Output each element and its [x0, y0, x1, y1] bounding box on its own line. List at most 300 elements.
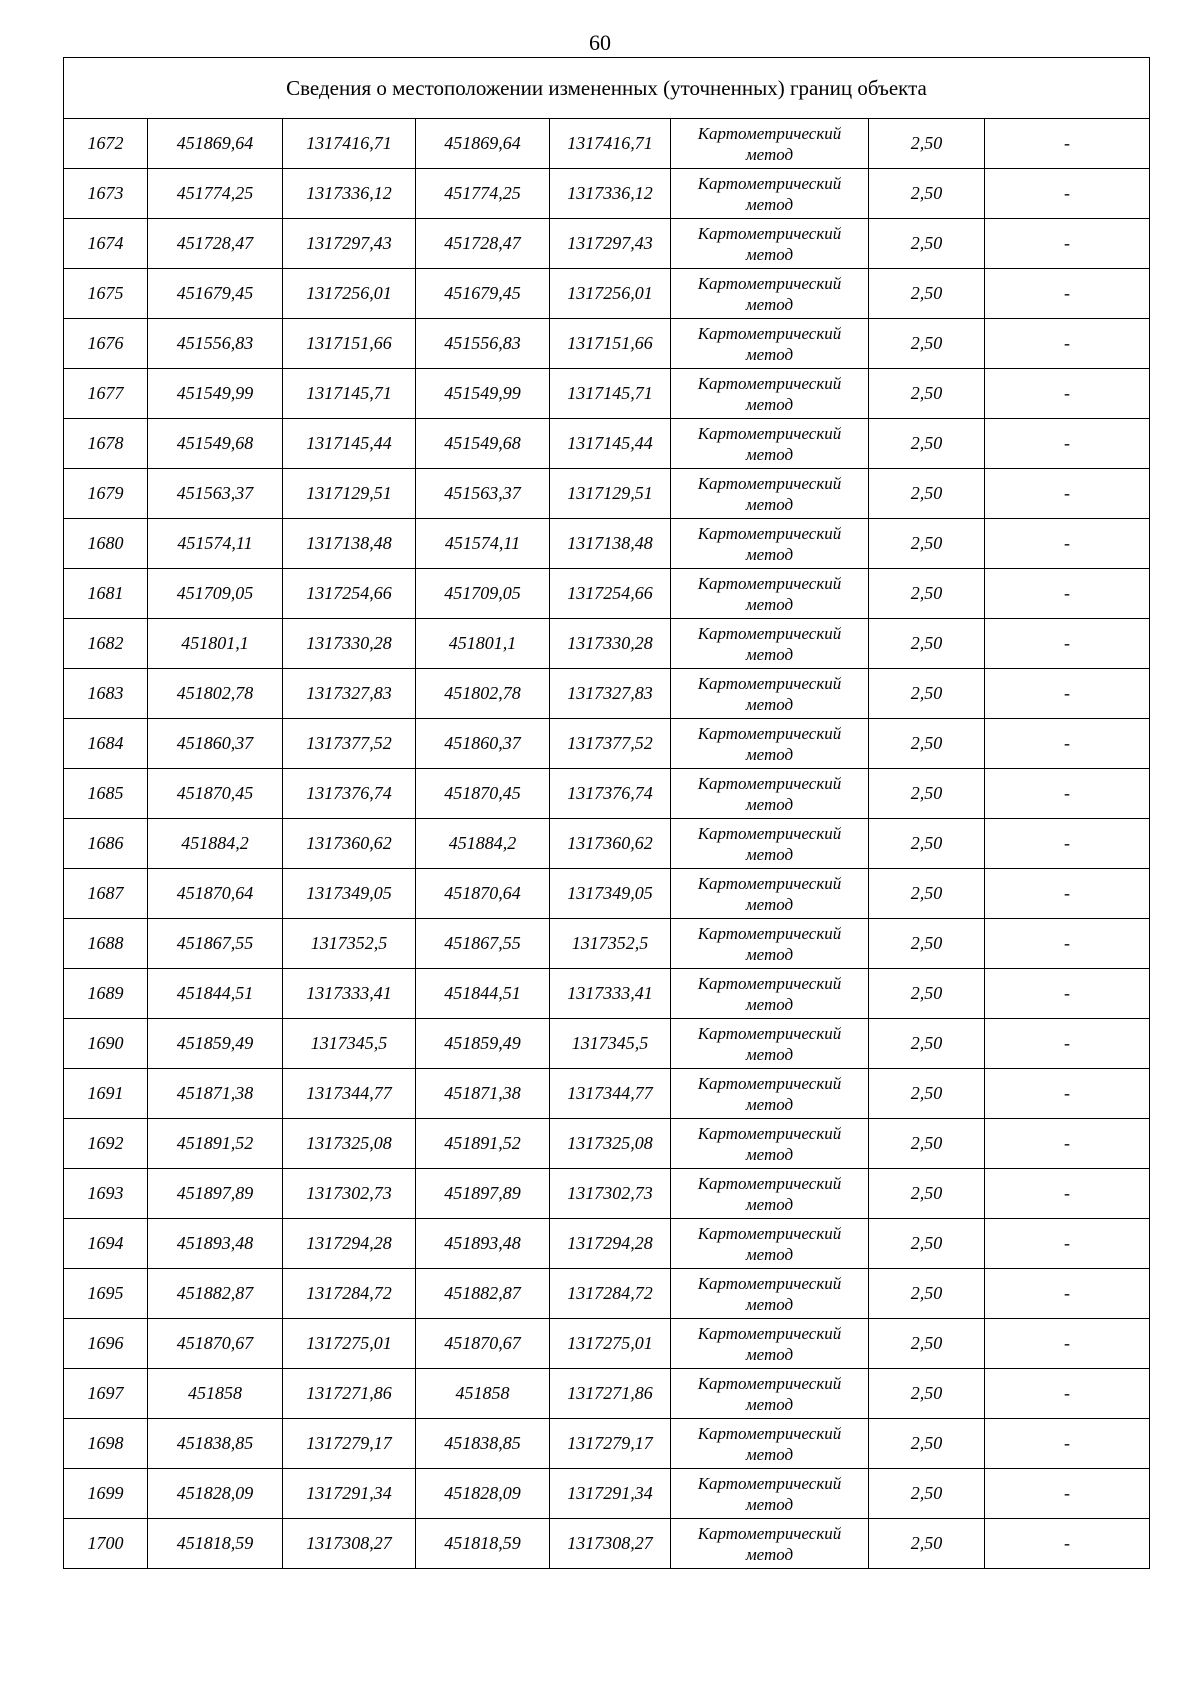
table-row	[64, 769, 1150, 819]
y-old-cell: 1317138,48	[283, 519, 416, 569]
method-line-2: метод	[745, 694, 794, 714]
accuracy-cell: 2,50	[869, 869, 985, 919]
x-old-cell: 451549,99	[148, 369, 283, 419]
y-new-cell: 1317327,83	[550, 669, 671, 719]
table-row	[64, 169, 1150, 219]
y-new-cell: 1317279,17	[550, 1419, 671, 1469]
x-new-cell: 451679,45	[416, 269, 550, 319]
description-cell: -	[985, 119, 1150, 169]
x-old-cell: 451882,87	[148, 1269, 283, 1319]
x-new-cell: 451774,25	[416, 169, 550, 219]
description-cell: -	[985, 219, 1150, 269]
x-new-cell: 451844,51	[416, 969, 550, 1019]
y-old-cell: 1317271,86	[283, 1369, 416, 1419]
accuracy-cell: 2,50	[869, 319, 985, 369]
method-line-1: Картометрический	[697, 773, 842, 793]
method-line-2: метод	[745, 1394, 794, 1414]
point-number-cell: 1684	[64, 719, 148, 769]
method-cell	[671, 919, 869, 969]
y-old-cell: 1317129,51	[283, 469, 416, 519]
x-old-cell: 451709,05	[148, 569, 283, 619]
method-cell	[671, 1169, 869, 1219]
method-line-1: Картометрический	[697, 1373, 842, 1393]
method-line-2: метод	[745, 1544, 794, 1564]
table-row	[64, 969, 1150, 1019]
y-old-cell: 1317291,34	[283, 1469, 416, 1519]
point-number-cell: 1673	[64, 169, 148, 219]
accuracy-cell: 2,50	[869, 419, 985, 469]
method-cell	[671, 1319, 869, 1369]
method-line-1: Картометрический	[697, 473, 842, 493]
accuracy-cell: 2,50	[869, 1019, 985, 1069]
method-cell	[671, 269, 869, 319]
point-number-cell: 1686	[64, 819, 148, 869]
y-old-cell: 1317327,83	[283, 669, 416, 719]
x-new-cell: 451802,78	[416, 669, 550, 719]
x-new-cell: 451893,48	[416, 1219, 550, 1269]
method-cell	[671, 1269, 869, 1319]
accuracy-cell: 2,50	[869, 1269, 985, 1319]
x-new-cell: 451838,85	[416, 1419, 550, 1469]
method-cell	[671, 1369, 869, 1419]
method-line-2: метод	[745, 944, 794, 964]
y-old-cell: 1317297,43	[283, 219, 416, 269]
y-old-cell: 1317376,74	[283, 769, 416, 819]
accuracy-cell: 2,50	[869, 469, 985, 519]
y-old-cell: 1317294,28	[283, 1219, 416, 1269]
x-old-cell: 451870,45	[148, 769, 283, 819]
x-old-cell: 451869,64	[148, 119, 283, 169]
method-line-1: Картометрический	[697, 323, 842, 343]
y-old-cell: 1317325,08	[283, 1119, 416, 1169]
point-number-cell: 1680	[64, 519, 148, 569]
method-line-2: метод	[745, 194, 794, 214]
table-row	[64, 569, 1150, 619]
method-line-1: Картометрический	[697, 1023, 842, 1043]
y-old-cell: 1317145,44	[283, 419, 416, 469]
method-line-1: Картометрический	[697, 673, 842, 693]
description-cell: -	[985, 1119, 1150, 1169]
y-new-cell: 1317345,5	[550, 1019, 671, 1069]
method-cell	[671, 1069, 869, 1119]
y-old-cell: 1317330,28	[283, 619, 416, 669]
y-new-cell: 1317376,74	[550, 769, 671, 819]
method-cell	[671, 719, 869, 769]
accuracy-cell: 2,50	[869, 1119, 985, 1169]
y-old-cell: 1317145,71	[283, 369, 416, 419]
x-new-cell: 451801,1	[416, 619, 550, 669]
x-new-cell: 451549,68	[416, 419, 550, 469]
table-row	[64, 419, 1150, 469]
x-new-cell: 451884,2	[416, 819, 550, 869]
method-cell	[671, 1519, 869, 1569]
description-cell: -	[985, 1369, 1150, 1419]
y-new-cell: 1317325,08	[550, 1119, 671, 1169]
y-new-cell: 1317294,28	[550, 1219, 671, 1269]
method-cell	[671, 319, 869, 369]
x-old-cell: 451867,55	[148, 919, 283, 969]
table-row	[64, 619, 1150, 669]
method-cell	[671, 669, 869, 719]
description-cell: -	[985, 1019, 1150, 1069]
method-cell	[671, 419, 869, 469]
point-number-cell: 1693	[64, 1169, 148, 1219]
accuracy-cell: 2,50	[869, 1169, 985, 1219]
method-cell	[671, 369, 869, 419]
table-row	[64, 1369, 1150, 1419]
table-row	[64, 819, 1150, 869]
accuracy-cell: 2,50	[869, 219, 985, 269]
method-cell	[671, 1119, 869, 1169]
description-cell: -	[985, 269, 1150, 319]
description-cell: -	[985, 1419, 1150, 1469]
x-new-cell: 451860,37	[416, 719, 550, 769]
accuracy-cell: 2,50	[869, 169, 985, 219]
y-new-cell: 1317275,01	[550, 1319, 671, 1369]
point-number-cell: 1683	[64, 669, 148, 719]
accuracy-cell: 2,50	[869, 1419, 985, 1469]
table-row	[64, 1119, 1150, 1169]
x-new-cell: 451563,37	[416, 469, 550, 519]
method-line-1: Картометрический	[697, 573, 842, 593]
description-cell: -	[985, 169, 1150, 219]
x-new-cell: 451828,09	[416, 1469, 550, 1519]
method-line-1: Картометрический	[697, 423, 842, 443]
y-new-cell: 1317308,27	[550, 1519, 671, 1569]
table-row	[64, 1419, 1150, 1469]
accuracy-cell: 2,50	[869, 969, 985, 1019]
table-row	[64, 469, 1150, 519]
point-number-cell: 1688	[64, 919, 148, 969]
method-line-1: Картометрический	[697, 273, 842, 293]
accuracy-cell: 2,50	[869, 919, 985, 969]
y-old-cell: 1317352,5	[283, 919, 416, 969]
y-old-cell: 1317254,66	[283, 569, 416, 619]
method-line-1: Картометрический	[697, 623, 842, 643]
point-number-cell: 1692	[64, 1119, 148, 1169]
description-cell: -	[985, 619, 1150, 669]
description-cell: -	[985, 919, 1150, 969]
x-new-cell: 451859,49	[416, 1019, 550, 1069]
x-old-cell: 451870,67	[148, 1319, 283, 1369]
x-new-cell: 451549,99	[416, 369, 550, 419]
point-number-cell: 1674	[64, 219, 148, 269]
method-line-2: метод	[745, 644, 794, 664]
y-old-cell: 1317344,77	[283, 1069, 416, 1119]
description-cell: -	[985, 819, 1150, 869]
y-new-cell: 1317145,71	[550, 369, 671, 419]
table-row	[64, 1269, 1150, 1319]
method-cell	[671, 969, 869, 1019]
x-new-cell: 451897,89	[416, 1169, 550, 1219]
y-old-cell: 1317349,05	[283, 869, 416, 919]
description-cell: -	[985, 519, 1150, 569]
accuracy-cell: 2,50	[869, 1319, 985, 1369]
y-old-cell: 1317360,62	[283, 819, 416, 869]
y-new-cell: 1317360,62	[550, 819, 671, 869]
method-line-1: Картометрический	[697, 923, 842, 943]
method-line-2: метод	[745, 744, 794, 764]
x-new-cell: 451556,83	[416, 319, 550, 369]
accuracy-cell: 2,50	[869, 1469, 985, 1519]
x-old-cell: 451549,68	[148, 419, 283, 469]
table-row	[64, 1219, 1150, 1269]
method-line-2: метод	[745, 1244, 794, 1264]
method-line-2: метод	[745, 1494, 794, 1514]
table-row	[64, 119, 1150, 169]
method-line-2: метод	[745, 444, 794, 464]
point-number-cell: 1690	[64, 1019, 148, 1069]
method-cell	[671, 219, 869, 269]
y-new-cell: 1317129,51	[550, 469, 671, 519]
method-line-2: метод	[745, 344, 794, 364]
method-line-1: Картометрический	[697, 1473, 842, 1493]
table-row	[64, 269, 1150, 319]
method-line-1: Картометрический	[697, 1323, 842, 1343]
accuracy-cell: 2,50	[869, 669, 985, 719]
y-new-cell: 1317284,72	[550, 1269, 671, 1319]
description-cell: -	[985, 1069, 1150, 1119]
x-old-cell: 451774,25	[148, 169, 283, 219]
method-line-2: метод	[745, 394, 794, 414]
method-line-1: Картометрический	[697, 123, 842, 143]
x-old-cell: 451728,47	[148, 219, 283, 269]
x-old-cell: 451556,83	[148, 319, 283, 369]
point-number-cell: 1689	[64, 969, 148, 1019]
method-line-1: Картометрический	[697, 973, 842, 993]
description-cell: -	[985, 319, 1150, 369]
description-cell: -	[985, 1319, 1150, 1369]
method-line-1: Картометрический	[697, 1523, 842, 1543]
accuracy-cell: 2,50	[869, 519, 985, 569]
point-number-cell: 1676	[64, 319, 148, 369]
x-old-cell: 451818,59	[148, 1519, 283, 1569]
accuracy-cell: 2,50	[869, 769, 985, 819]
method-line-1: Картометрический	[697, 1123, 842, 1143]
x-old-cell: 451802,78	[148, 669, 283, 719]
description-cell: -	[985, 1219, 1150, 1269]
method-line-1: Картометрический	[697, 823, 842, 843]
point-number-cell: 1685	[64, 769, 148, 819]
method-cell	[671, 519, 869, 569]
point-number-cell: 1679	[64, 469, 148, 519]
description-cell: -	[985, 369, 1150, 419]
method-cell	[671, 569, 869, 619]
y-old-cell: 1317308,27	[283, 1519, 416, 1569]
y-old-cell: 1317284,72	[283, 1269, 416, 1319]
x-old-cell: 451828,09	[148, 1469, 283, 1519]
description-cell: -	[985, 469, 1150, 519]
description-cell: -	[985, 419, 1150, 469]
method-cell	[671, 1219, 869, 1269]
method-cell	[671, 1469, 869, 1519]
y-new-cell: 1317349,05	[550, 869, 671, 919]
x-new-cell: 451574,11	[416, 519, 550, 569]
x-old-cell: 451870,64	[148, 869, 283, 919]
description-cell: -	[985, 1169, 1150, 1219]
y-new-cell: 1317352,5	[550, 919, 671, 969]
table-row	[64, 519, 1150, 569]
description-cell: -	[985, 869, 1150, 919]
point-number-cell: 1696	[64, 1319, 148, 1369]
method-line-2: метод	[745, 1294, 794, 1314]
table-row	[64, 1469, 1150, 1519]
point-number-cell: 1678	[64, 419, 148, 469]
y-old-cell: 1317345,5	[283, 1019, 416, 1069]
y-new-cell: 1317330,28	[550, 619, 671, 669]
x-old-cell: 451679,45	[148, 269, 283, 319]
x-new-cell: 451882,87	[416, 1269, 550, 1319]
description-cell: -	[985, 569, 1150, 619]
method-line-2: метод	[745, 1344, 794, 1364]
method-line-1: Картометрический	[697, 223, 842, 243]
method-line-2: метод	[745, 894, 794, 914]
description-cell: -	[985, 1519, 1150, 1569]
point-number-cell: 1697	[64, 1369, 148, 1419]
x-new-cell: 451858	[416, 1369, 550, 1419]
y-new-cell: 1317256,01	[550, 269, 671, 319]
method-line-2: метод	[745, 594, 794, 614]
method-cell	[671, 869, 869, 919]
accuracy-cell: 2,50	[869, 1519, 985, 1569]
point-number-cell: 1694	[64, 1219, 148, 1269]
table-row	[64, 1319, 1150, 1369]
description-cell: -	[985, 1469, 1150, 1519]
method-line-1: Картометрический	[697, 523, 842, 543]
x-old-cell: 451858	[148, 1369, 283, 1419]
y-new-cell: 1317377,52	[550, 719, 671, 769]
y-old-cell: 1317416,71	[283, 119, 416, 169]
method-cell	[671, 819, 869, 869]
method-line-2: метод	[745, 1094, 794, 1114]
accuracy-cell: 2,50	[869, 1219, 985, 1269]
table-row	[64, 1519, 1150, 1569]
description-cell: -	[985, 1269, 1150, 1319]
point-number-cell: 1695	[64, 1269, 148, 1319]
x-old-cell: 451563,37	[148, 469, 283, 519]
method-line-2: метод	[745, 544, 794, 564]
x-new-cell: 451867,55	[416, 919, 550, 969]
description-cell: -	[985, 969, 1150, 1019]
y-old-cell: 1317256,01	[283, 269, 416, 319]
method-cell	[671, 169, 869, 219]
description-cell: -	[985, 669, 1150, 719]
point-number-cell: 1699	[64, 1469, 148, 1519]
x-old-cell: 451574,11	[148, 519, 283, 569]
point-number-cell: 1681	[64, 569, 148, 619]
method-line-1: Картометрический	[697, 1223, 842, 1243]
x-old-cell: 451893,48	[148, 1219, 283, 1269]
method-cell	[671, 769, 869, 819]
table-row	[64, 319, 1150, 369]
x-old-cell: 451860,37	[148, 719, 283, 769]
y-old-cell: 1317377,52	[283, 719, 416, 769]
method-cell	[671, 1419, 869, 1469]
y-new-cell: 1317297,43	[550, 219, 671, 269]
x-new-cell: 451818,59	[416, 1519, 550, 1569]
method-line-2: метод	[745, 244, 794, 264]
method-cell	[671, 1019, 869, 1069]
table-row	[64, 1069, 1150, 1119]
x-old-cell: 451844,51	[148, 969, 283, 1019]
method-line-2: метод	[745, 294, 794, 314]
x-new-cell: 451871,38	[416, 1069, 550, 1119]
x-old-cell: 451884,2	[148, 819, 283, 869]
table-row	[64, 1019, 1150, 1069]
x-old-cell: 451801,1	[148, 619, 283, 669]
accuracy-cell: 2,50	[869, 269, 985, 319]
accuracy-cell: 2,50	[869, 569, 985, 619]
method-line-1: Картометрический	[697, 1173, 842, 1193]
point-number-cell: 1691	[64, 1069, 148, 1119]
method-line-1: Картометрический	[697, 873, 842, 893]
method-line-1: Картометрический	[697, 373, 842, 393]
method-line-2: метод	[745, 844, 794, 864]
y-new-cell: 1317271,86	[550, 1369, 671, 1419]
method-line-2: метод	[745, 144, 794, 164]
table-row	[64, 719, 1150, 769]
point-number-cell: 1677	[64, 369, 148, 419]
description-cell: -	[985, 719, 1150, 769]
boundary-coordinates-table	[63, 57, 1150, 1569]
point-number-cell: 1682	[64, 619, 148, 669]
method-line-1: Картометрический	[697, 723, 842, 743]
description-cell: -	[985, 769, 1150, 819]
y-new-cell: 1317336,12	[550, 169, 671, 219]
x-new-cell: 451728,47	[416, 219, 550, 269]
table-row	[64, 219, 1150, 269]
y-old-cell: 1317279,17	[283, 1419, 416, 1469]
table-row	[64, 369, 1150, 419]
x-old-cell: 451891,52	[148, 1119, 283, 1169]
x-new-cell: 451870,64	[416, 869, 550, 919]
table-row	[64, 869, 1150, 919]
method-line-1: Картометрический	[697, 1073, 842, 1093]
method-cell	[671, 119, 869, 169]
method-cell	[671, 469, 869, 519]
y-new-cell: 1317254,66	[550, 569, 671, 619]
table-row	[64, 1169, 1150, 1219]
x-new-cell: 451709,05	[416, 569, 550, 619]
method-line-2: метод	[745, 794, 794, 814]
method-line-2: метод	[745, 1144, 794, 1164]
method-cell	[671, 619, 869, 669]
y-new-cell: 1317302,73	[550, 1169, 671, 1219]
y-new-cell: 1317291,34	[550, 1469, 671, 1519]
y-old-cell: 1317336,12	[283, 169, 416, 219]
y-old-cell: 1317275,01	[283, 1319, 416, 1369]
page-number: 60	[589, 30, 611, 55]
y-old-cell: 1317333,41	[283, 969, 416, 1019]
method-line-2: метод	[745, 494, 794, 514]
method-line-1: Картометрический	[697, 1273, 842, 1293]
method-line-2: метод	[745, 994, 794, 1014]
y-old-cell: 1317151,66	[283, 319, 416, 369]
accuracy-cell: 2,50	[869, 369, 985, 419]
point-number-cell: 1675	[64, 269, 148, 319]
x-new-cell: 451870,67	[416, 1319, 550, 1369]
table-row	[64, 919, 1150, 969]
x-new-cell: 451870,45	[416, 769, 550, 819]
table-title: Сведения о местоположении измененных (уточненных) границ объекта	[64, 58, 1150, 119]
method-line-1: Картометрический	[697, 1423, 842, 1443]
x-new-cell: 451891,52	[416, 1119, 550, 1169]
accuracy-cell: 2,50	[869, 1369, 985, 1419]
accuracy-cell: 2,50	[869, 119, 985, 169]
accuracy-cell: 2,50	[869, 1069, 985, 1119]
x-old-cell: 451838,85	[148, 1419, 283, 1469]
point-number-cell: 1672	[64, 119, 148, 169]
